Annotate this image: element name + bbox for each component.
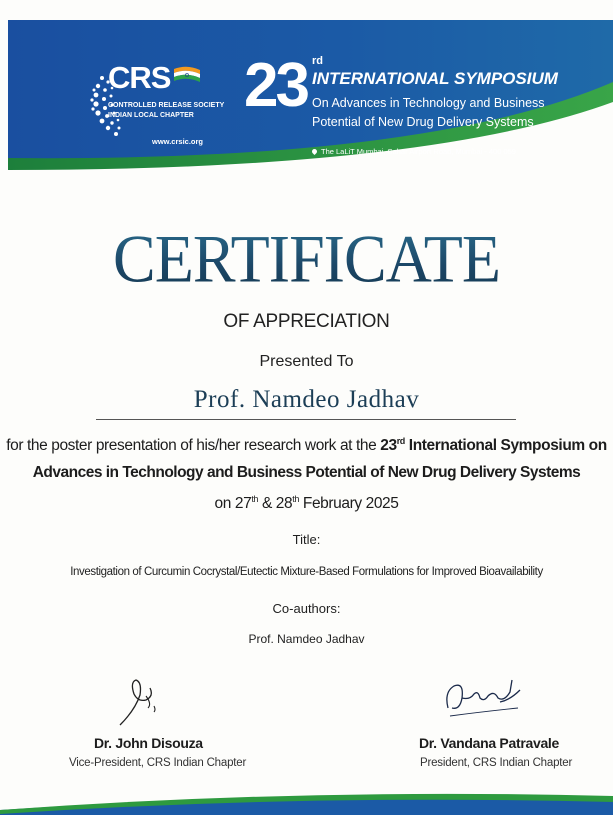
edition-suffix: rd bbox=[312, 55, 323, 67]
venue-text: The LaLiT Mumbai, Sahar Airport Road, Mumbai - 400 059 bbox=[321, 147, 516, 156]
event-date bbox=[0, 494, 613, 513]
date-day1: 27 bbox=[234, 495, 252, 513]
certificate-subtitle: OF APPRECIATION bbox=[223, 311, 390, 332]
date-day2: 28 bbox=[275, 495, 293, 513]
certificate-title bbox=[0, 220, 613, 297]
date-rest: February 2025 bbox=[298, 495, 399, 513]
date-day1-suffix: th bbox=[251, 494, 259, 504]
org-name bbox=[108, 101, 224, 121]
org-line-1: CONTROLLED RELEASE SOCIETY bbox=[108, 102, 225, 109]
signatory-2-role: President, CRS Indian Chapter bbox=[420, 757, 573, 769]
signatory-1-role: Vice-President, CRS Indian Chapter bbox=[69, 757, 247, 769]
recipient-name: Prof. Namdeo Jadhav bbox=[193, 386, 420, 413]
footer-wave bbox=[0, 780, 613, 815]
signatory-1-name: Dr. John Disouza bbox=[94, 735, 203, 751]
name-underline bbox=[96, 419, 516, 420]
certificate-title-text: CERTIFICATE bbox=[113, 220, 500, 297]
date-mid: & bbox=[258, 495, 276, 513]
body-line-2: Advances in Technology and Business Potential of New Drug Delivery Systems bbox=[32, 464, 581, 481]
india-flag-icon bbox=[172, 66, 202, 84]
presented-to-label: Presented To bbox=[259, 353, 354, 370]
event-subtitle-1: On Advances in Technology and Business bbox=[312, 96, 545, 110]
website-link[interactable]: www.crsic.org bbox=[152, 137, 203, 146]
edition-number: 23 bbox=[244, 51, 307, 120]
signature-1 bbox=[110, 670, 180, 730]
body-num-suffix: rd bbox=[396, 436, 405, 446]
title-label: Title: bbox=[292, 532, 321, 547]
poster-title: Investigation of Curcumin Cocrystal/Eutectic Mixture-Based Formulations for Improved Bioavailability bbox=[70, 566, 543, 578]
date-prefix: on bbox=[214, 495, 235, 513]
location-pin-icon bbox=[311, 148, 318, 155]
event-name: INTERNATIONAL SYMPOSIUM bbox=[312, 69, 558, 88]
venue bbox=[312, 147, 516, 156]
body-line-1 bbox=[0, 436, 613, 455]
coauthors-value: Prof. Namdeo Jadhav bbox=[248, 632, 365, 646]
signatory-2-name: Dr. Vandana Patravale bbox=[419, 735, 560, 751]
body-line-1-suffix: International Symposium on bbox=[404, 437, 607, 455]
body-line-1-prefix: for the poster presentation of his/her research work at the bbox=[6, 437, 381, 455]
event-subtitle-2: Potential of New Drug Delivery Systems bbox=[312, 115, 534, 129]
org-line-2: INDIAN LOCAL CHAPTER bbox=[108, 112, 194, 119]
signature-2 bbox=[440, 672, 530, 722]
body-num: 23 bbox=[380, 437, 397, 455]
coauthors-label: Co-authors: bbox=[272, 601, 341, 616]
crs-logo-text: CRS bbox=[108, 60, 171, 95]
date-day2-suffix: th bbox=[292, 494, 299, 504]
